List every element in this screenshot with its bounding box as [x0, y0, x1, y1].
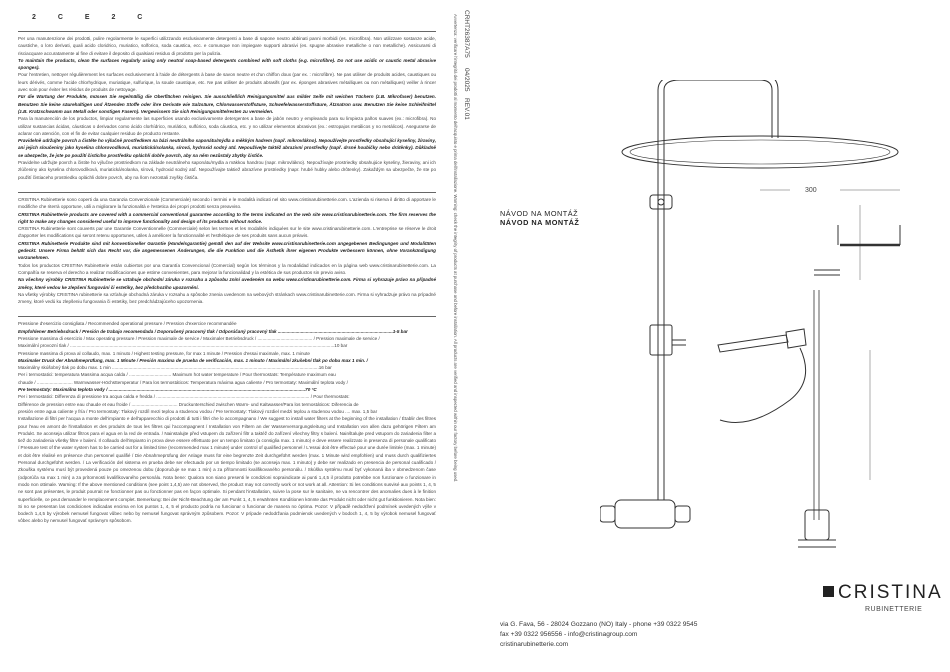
- warranty-section: [18, 196, 436, 305]
- brand-name: CRISTINA: [838, 582, 943, 603]
- dimension-label: 300: [805, 187, 817, 194]
- brand-sub: RUBINETTERIE: [865, 606, 923, 613]
- spec-notes: Installazione di filtri per l'acqua a monte dell'impianto e dell'apparecchio di prodotti di tutti i filtri che lo accompagnano / We suggest to install water filters at the beginning of the installation / Établir des filtres pour l'eau en amont de l'installation et des produits de tous les filtres qui l'accompagnent / Installation von Filtern an der Wasserversorgungsleitung und Installation von allen dazu gehörigen Filtern am Produkt. Se aconseja utilizar filtros para el agua en la red de entrada. / Nainstalujte před vstupem do zařízení filtr a taktéž do zařízení všechny filtry s balení. Nainštalujte pred vstupom do zariadenia filter a tiež do zariadenia všetky filtre v balení. Il collaudo dell'impianto in prova deve essere effettuato per un tempo limitato (a consiglia max. 1 minuto) e deve essere realizzato in presenza di personale qualificato / Pressure test of the water system has to be carried out for a limited time (recommended max 1 minute) under control of qualified personnel / L'essai doit être effectué pour une durée limitée (max. 1 minute) et doit être réalisé en présence d'un personnel qualifié / Die Abnahmeprüfung der Anlage muss für eine begrenzte Zeit durchgeführt werden (max. 1 Minute wird empfohlen) und muss durch qualifiziertes Personal durchgeführt werden. / La verificación del sistema en prueba debe ser efectuado por un tiempo limitado (se aconseja max. 1 minuto) y debe ser realizado en presencia de personal cualificado / Zkouška systému musí být provedená pouze po omezenou dobu (doporučuje se max 1 min) a za přítomnosti kvalifikovaného personálu. / Skúška systému musí byť vykonaná iba v obmedzenom čase (odporúča sa max 1 min) a za prítomnosti kvalifikovaného personálu. Nota bene: Qualora non siano presenti le condizioni sopraindicate ai punti 1,4,5 il prodotto potrebbe non funzionare o funzionare in modo non ottimale. Warning: If the above mentioned conditions (see point 1,4,5) are not observed, the product may not correctly work or not work at all. Attention: Si les conditions susvisé aux points 1, 4, 5 ne sont pas présentes, le produit pourrait ne fonctionner pas ou fonctionner pas en façon optimale. Si pendant l'installation, suivre la pose sur le sanitaire, ne va rencontrer des anomalies dues à le finition superficielle, ce peut demander le remplacement complet. Bemerkung: Bei der Nicht-Beachtung der am Punkt 1, 4, 5 erwähnten Konditionen könnte das Produkt nicht oder nicht gut funktionieren. Nota bien: Si no se presentan las condiciones indicadas encima en los puntos 1, 4, 5 el producto podría no funcionar o funcionar de manera no óptima. Pozor: V případě nedodržení podmínek uvedených výše v bodech 1,4,5 by výrobek nemusel fungovat vůbec nebo by nemusel fungovat správným způsobem. Pozor: V prípade nedodržania podmienok uvedených v bodoch 1, 4, 5 by výrobok nemusel fungovať vôbec alebo by nemusel fungovať správnym spôsobom.: [18, 416, 437, 524]
- document-code: [463, 10, 484, 120]
- cleaning-cz: Pravidelně udržujte povrch a čistěte ho výlučně prostředkem na bázi neutrálního saponátu/mýdla a měkkým hadrem (např. mikrovlákno). Nepoužívejte prostředky obsahující kyseliny, žíraviny, ani jejich sloučeniny jako kyselina chlorovodíková, muriatická/solanka, sírová, hydroxid sodný atd. Nepoužívejte taktéž abrazivní prostředky (např. drsné houbičky nebo drátěnky). Důkladně se ubezpečte, že jste po použití čistícího prostředku opláchli dobře povrch, aby na něm nezůstaly zbytky čističe.: [18, 138, 436, 158]
- shower-arm: [664, 80, 772, 138]
- spec-line: Pressione d'esercizio consigliata / Recommended operational pressure / Pression d'exercice recommandée: [18, 321, 237, 327]
- spec-line: chaude / ............................ Warmwasser-Höchsttemperatur / Para los termostáticos: Temperatura máxima agua caliente / Pro termostaty: Maximální teplota vody /: [18, 379, 348, 385]
- contact-address: via G. Fava, 56 - 28024 Gozzano (NO) Italy - phone +39 0322 9545: [500, 621, 698, 628]
- warranty-sk: Na všetky výrobky CRISTINA rubinetterie sa vzťahuje obchodná záruka v rozsahu a spôsobe znenia uvedenom na webových stránkach www.cristinarubinetterie.com. Firma si vyhradzuje právo na prípadné zmeny, ktoré vedú ku zlepšeniu fungovania či estetiky, bez predchádzajúceho upozornenia.: [18, 291, 436, 305]
- doc-rev: REV.01: [463, 98, 470, 120]
- warranty-cz: Na všechny výrobky CRISTINA Rubinetterie se vztahuje obchodní záruka v rozsahu a způsobu zníní uvedeném na webu www.cristinarubinetterie.com. Firma si vyhrazuje právo na případné změny, které vedou ke zlepšení fungování či estetiky, bez předchozího upozornění.: [18, 277, 436, 290]
- warranty-fr: CRISTINA Rubinetterie sont couverts par une Garantie Conventionnelle (Commerciale) selon les termes et les modalités indiquées sur le site www.cristinarubinetterie.com. L'entreprise se réserve le droit d'apporter les modifications qui seront retenu opportunes, utiles à améliorer la fonctionnalité et l'esthétique de ses produits sans aucun préavis.: [18, 226, 436, 239]
- cleaning-sk: Pravidelne udržujte povrch a čistite ho výlučne prostriedkom na základe neutrálneho saponátu/mydla a mäkkou handrou (napr. mikrovlákno). Nepoužívajte prostriedky obsahujúce kyseliny, žieraviny, ani ich zlúčeniny ako kyselina chlorovodíková, muriatická/solanka, sírová, hydroxid sodný atď. Nepoužívajte taktiež abrazívne prostriedky (napr. hrubé hubky alebo drôtenky). Zakaždým sa ubezpečte, že ste po použití čistiaceho prostriedku opláchli dobre povrch, aby na ňom nezostali zvyšky čističa.: [18, 160, 436, 180]
- cert-codes: 2 C E 2 C: [32, 14, 153, 21]
- page-title: [500, 209, 579, 227]
- cleaning-de: Für die Wartung der Produkte, müssen Sie regelmäßig die Oberflächen reinigen. Sie ausschließlich Reinigungsmittel aus milder Seife mit weichen Tüchern (z.B. Mikrofaser) benutzen. Benutzen Sie keine säurehaltigen und Ätzenden Stoffe oder ihre Derivate wie Salzsäure, Chlorwasserstoffsäure, Schwefelwasserstoffsäure, Ätznatron usw. Benutzen Sie keine Schleifmittel (z.B. Kratzschwamm aus Metall oder sonstigen Fasern). Vergewissern Sie sich Reinigungsmittelresten zu vermeiden.: [18, 94, 436, 114]
- cleaning-en: To maintain the products, clean the surfaces regularly using only neutral soap-based detergents combined with soft cloths (e.g. microfibre). Do not use acidic or caustic metal abrasive sponges).: [18, 57, 436, 71]
- spec-line: presión entre agua caliente y fría / Pro termostaty: Tlakový rozdíl mezi teplou a studenou vodou / Pre termostaty: Tlakový rozdiel medzi teplou a studenou vodou .... max. 1,5 bar: [18, 408, 378, 414]
- cleaning-it: Per una manutenzione dei prodotti, pulire regolarmente le superfici utilizzando esclusivamente detergenti a base di sapone neutro abbinati panni morbidi (es. microfibra). Non utilizzare sostanze acide, caustiche, o loro derivati, quali acido cloridrico, muriatico, solforico, soda caustica, ecc. e comunque non impiegare supporti abrasivi (es. spugne abrasive metalliche o non metalliche). Assicurarsi di risciacquare accuratamente al fine di evitare il deposito di qualsiasi residuo di prodotto per la pulizia.: [18, 36, 436, 56]
- spec-line: Pre termostaty: Maximálna teplota vody / ..........................................................................................................................................................70 °C: [18, 387, 317, 393]
- cleaning-es: Para la manutención de los productos, limpiar regularmente las superficies usando exclusivamente detergentes a base de jabón neutro y empleando para su limpieza paños suaves (ex.: microfibra). No utilizar sustancias ácidas, cáusticas o derivados como ácido clorhídrico, muriático, sulfúrico, soda cáustica, etc. y no utilizar elementos abrasivos (ex.: estropajos metálicos y no metálicos). Asegurarse de aclarar con atención, con el fin de evitar cualquier residuo de producto restante.: [18, 116, 436, 136]
- spec-line: Per i termostatici: temperatura Massima acqua calda / ................................. Maximum hot water temperature / Pour thermostats: Température maximum eau: [18, 372, 336, 378]
- warranty-de: CRISTINA Rubinetterie Produkte sind mit konventioneller Garantie (Handelsgarantie) gemäß den auf der Website www.cristinarubinetterie.com angegebenen Bedingungen und Modalitäten gedeckt. Unsere Firma behält sich das Recht vor, die angemessenen Änderungen, die die Funktion und die Ästhetik ihrer eigenen Produkte verbessern können, ohne Vorankündigung vorzunehmen.: [18, 240, 436, 261]
- warranty-it: CRISTINA Rubinetterie sono coperti da una Garanzia Convenzionale (Commerciale) secondo i termini e le modalità indicati nel sito www.cristinarubinetterie.com. L'azienda si riserva il diritto di apportare le modifiche che riterrà opportune, utili a migliorare la funzionalità e l'estetica dei propri prodotti senza preavviso.: [18, 196, 436, 210]
- spec-line: Différence de pression entre eau chaude et eau froide / .................................... Druckunterschied zwischen Warm- und Kaltwasser/Para los termostáticos: Diferencia de: [18, 401, 359, 407]
- thermostat-body: [615, 500, 675, 528]
- warranty-en: CRISTINA Rubinetterie products are covered with a commercial conventional guarantee according to the terms indicated on the web site www.cristinarubinetterie.com. The firm reserves the right to make any changes considered useful to improve functionality and design of its products without notice.: [18, 211, 436, 224]
- shower-head: [622, 136, 898, 168]
- spec-line: Maximální provozní tlak / ...............................................................................................................................................................................................................10 bar: [18, 343, 348, 349]
- specs-section: [18, 320, 436, 524]
- logo-square: [823, 586, 834, 597]
- warranty-es: Todos los productos CRISTINA Rubinetterie están cubiertos por una Garantía Convencional (Comercial) según los términos y la modalidad indicados en la página web www.cristinarubinetterie.com. La Compañía se reserva el derecho a realizar modificaciones que estime convenientes, para mejorar la funcionalidad y la estética de sus productos sin previo aviso.: [18, 262, 436, 275]
- hand-shower: [718, 335, 788, 352]
- divider: [18, 192, 436, 193]
- doc-code: CRHT26387A75: [463, 10, 470, 58]
- cleaning-section: [18, 35, 436, 181]
- contact-web: cristinarubinetterie.com: [500, 641, 569, 648]
- doc-date: 04/2025: [463, 68, 470, 92]
- spec-line: Per i termostatici: Differenza di pressione tra acqua calda e fredda / ........................................................................................................................ / Pour thermostats:: [18, 394, 350, 400]
- spec-line: Maximálny skúšobný tlak po dobu max. 1 min ..................................................................................................................................................................16 bar: [18, 365, 332, 371]
- vertical-note: Avvertenza: verificare l'integrità dei prodotti al momento dell'acquisto e prima dell'installazione. Warning: check the integrity of products at purchase and before installation. All products are verified and inspected within our factory before being used.: [453, 14, 458, 483]
- divider: [18, 316, 436, 317]
- spec-line: Maximaler Druck der Abnahmeprüfung, max. 1 Minute / Presión maxima de prueba de verificación, max. 1 minuto / Maximální zkušební tlak po dobu max 1 min. /: [18, 357, 368, 363]
- title-line1: NÁVOD NA MONTÁŽ: [500, 209, 579, 218]
- title-line2: NÁVOD NA MONTÁŽ: [500, 218, 580, 227]
- cleaning-fr: Pour l'entretien, nettoyer régulièrement les surfaces exclusivement à l'aide de détergents à base de savon neutre et d'un chiffon doux (par ex. : microfibre). Ne pas utiliser de produits acides, caustiques ou leurs dérivés, comme l'acide chlorhydrique, muriatique, sulfurique, la soude caustique, etc. Ne pas utiliser de produits abrasifs (par ex. éponges abrasives métalliques ou non métalliques) veiller à rincer avec soin pour éviter les résidus de produits de nettoyage.: [18, 72, 436, 93]
- contact-info: [500, 620, 697, 650]
- spec-line: Pressione massima di prova al collaudo, max. 1 minuto / Highest testing pressure, for max 1 minute / Pression d'essai maximale, max. 1 minute: [18, 350, 310, 356]
- divider: [18, 31, 436, 32]
- spec-line: Empfohlener Betriebsdruck / Presión de trabajo recomendada / Doporučený pracovný tlak / Odporúčaný pracovný tlak ..........................................................................................1-5 bar: [18, 328, 408, 334]
- shower-diagram: [600, 80, 920, 560]
- spec-line: Pressione massima di esercizio / Max operating pressure / Pression maximale de service / Maximaler Betriebsdruck / ........................................... / Pression maximale de service /: [18, 335, 380, 341]
- contact-fax: fax +39 0322 956556 - info@cristinagroup.com: [500, 631, 638, 638]
- instructions-column: [18, 14, 436, 525]
